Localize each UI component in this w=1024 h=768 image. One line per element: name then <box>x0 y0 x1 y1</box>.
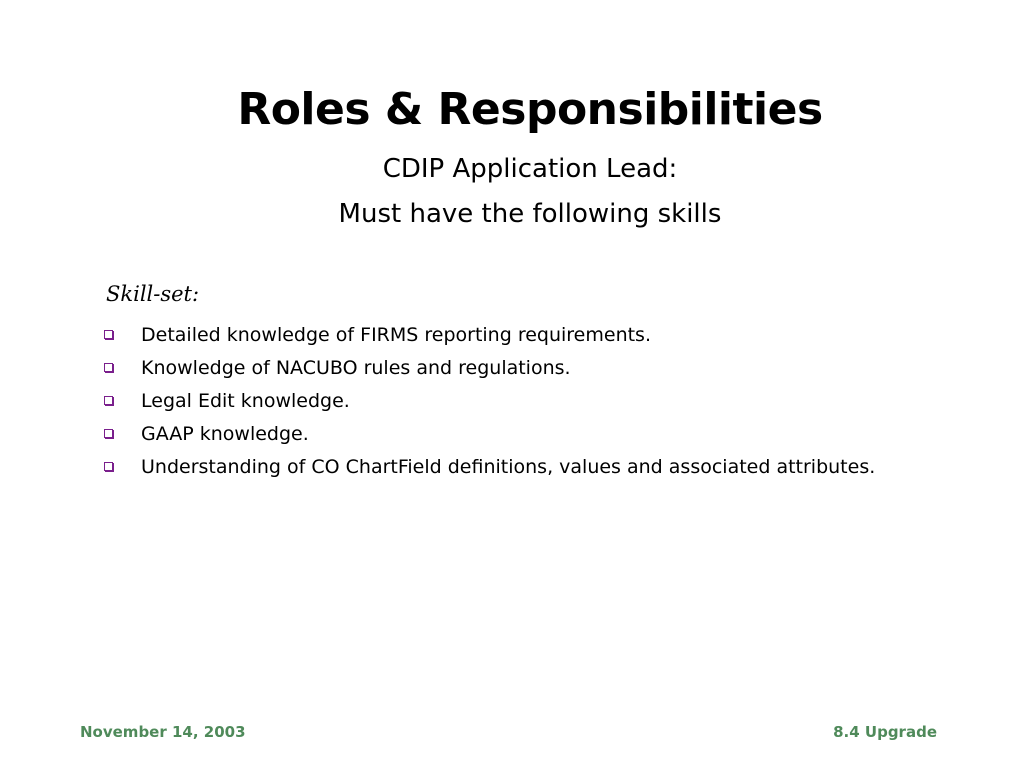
hollow-square-bullet-icon <box>104 330 113 339</box>
skill-bullet-item <box>104 417 875 450</box>
skill-bullet-item <box>104 318 875 351</box>
skills-bullet-list <box>104 318 875 483</box>
footer-project: 8.4 Upgrade <box>833 723 937 741</box>
hollow-square-bullet-icon <box>104 462 113 471</box>
hollow-square-bullet-icon <box>104 429 113 438</box>
skill-text: GAAP knowledge. <box>141 422 309 445</box>
footer-date: November 14, 2003 <box>80 723 246 741</box>
skillset-heading: Skill-set: <box>106 282 200 306</box>
skill-text: Legal Edit knowledge. <box>141 389 350 412</box>
subtitle-role: CDIP Application Lead: <box>382 154 678 184</box>
skill-text: Knowledge of NACUBO rules and regulations. <box>141 356 571 379</box>
slide-title: Roles & Responsibilities <box>237 84 823 135</box>
skill-bullet-item <box>104 351 875 384</box>
hollow-square-bullet-icon <box>104 363 113 372</box>
skill-text: Understanding of CO ChartField definitions, values and associated attributes. <box>141 455 876 478</box>
hollow-square-bullet-icon <box>104 396 113 405</box>
skill-text: Detailed knowledge of FIRMS reporting requirements. <box>141 323 651 346</box>
subtitle-skills-intro: Must have the following skills <box>338 199 722 229</box>
skill-bullet-item <box>104 384 875 417</box>
skill-bullet-item <box>104 450 875 483</box>
